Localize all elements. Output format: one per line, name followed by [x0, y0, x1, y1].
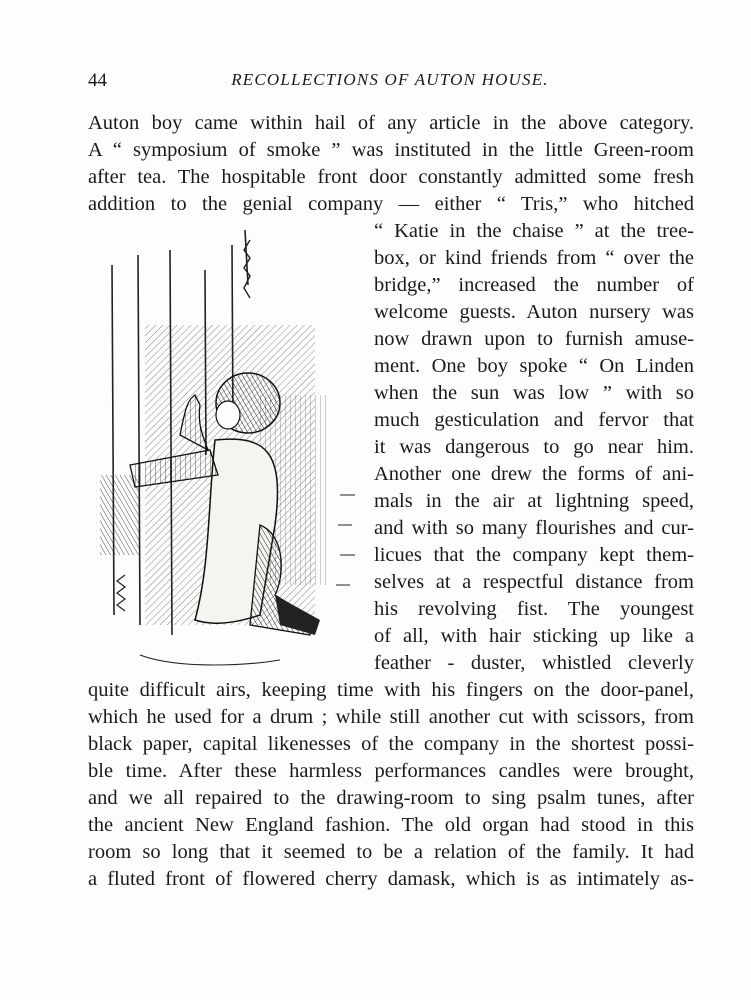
text-line: room so long that it seemed to be a relation of the family. It had — [88, 841, 694, 863]
text-line: much gesticulation and fervor that — [374, 409, 694, 431]
text-line: “ Katie in the chaise ” at the tree- — [374, 220, 694, 242]
text-line: box, or kind friends from “ over the — [374, 247, 694, 269]
text-line: mals in the air at lightning speed, — [374, 490, 694, 512]
text-line: of all, with hair sticking up like a — [374, 625, 694, 647]
running-head: RECOLLECTIONS OF AUTON HOUSE. — [231, 70, 549, 89]
text-line: licues that the company kept them- — [374, 544, 694, 566]
text-line: ble time. After these harmless performances candles were brought, — [88, 760, 694, 782]
text-line: which he used for a drum ; while still another cut with scissors, from — [88, 706, 694, 728]
text-line: after tea. The hospitable front door constantly admitted some fresh — [88, 166, 694, 188]
text-line: ment. One boy spoke “ On Linden — [374, 355, 694, 377]
text-line: when the sun was low ” with so — [374, 382, 694, 404]
text-line: quite difficult airs, keeping time with his fingers on the door-panel, — [88, 679, 694, 701]
text-line: and with so many flourishes and cur- — [374, 517, 694, 539]
text-line: bridge,” increased the number of — [374, 274, 694, 296]
text-line: addition to the genial company — either “ Tris,” who hitched — [88, 193, 694, 215]
text-line: and we all repaired to the drawing-room to sing psalm tunes, after — [88, 787, 694, 809]
text-line: selves at a respectful distance from — [374, 571, 694, 593]
text-line: the ancient New England fashion. The old organ had stood in this — [88, 814, 694, 836]
text-line: it was dangerous to go near him. — [374, 436, 694, 458]
text-line: A “ symposium of smoke ” was instituted in the little Green-room — [88, 139, 694, 161]
text-line: feather - duster, whistled cleverly — [374, 652, 694, 674]
text-line: welcome guests. Auton nursery was — [374, 301, 694, 323]
page-header — [88, 70, 692, 94]
text-line: now drawn upon to furnish amuse- — [374, 328, 694, 350]
text-line: Another one drew the forms of ani- — [374, 463, 694, 485]
text-line: a fluted front of flowered cherry damask, which is as intimately as- — [88, 868, 694, 890]
text-line: black paper, capital likenesses of the company in the shortest possi- — [88, 733, 694, 755]
text-line: Auton boy came within hail of any article in the above category. — [88, 112, 694, 134]
text-line: his revolving fist. The youngest — [374, 598, 694, 620]
engraving-kneeling-boy-illustration — [100, 225, 360, 685]
page-number: 44 — [88, 70, 107, 91]
